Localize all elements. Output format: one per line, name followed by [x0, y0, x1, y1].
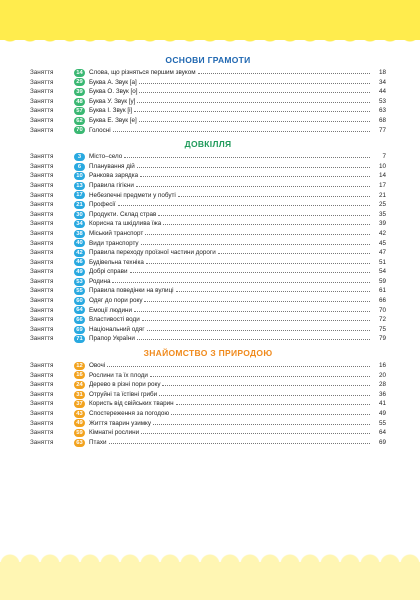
page-number: 64: [378, 429, 386, 437]
lesson-number-badge: 12: [74, 362, 85, 370]
toc-row[interactable]: [30, 162, 386, 172]
lesson-title: Прапор України: [89, 335, 135, 343]
lesson-number-badge: 53: [74, 278, 85, 286]
lesson-title: Рослини та їх плоди: [89, 371, 148, 379]
toc-row[interactable]: [30, 296, 386, 306]
dot-leader: [139, 87, 370, 93]
page-number: 21: [378, 191, 386, 199]
lesson-number-badge: 29: [74, 78, 85, 86]
toc-row[interactable]: [30, 267, 386, 277]
lesson-number-badge: 24: [74, 381, 85, 389]
lesson-title: Будівельна техніка: [89, 258, 144, 266]
page-number: 77: [378, 126, 386, 134]
top-scalloped-edge: [0, 32, 420, 50]
page-number: 61: [378, 287, 386, 295]
dot-leader: [112, 277, 370, 283]
lesson-number-badge: 59: [74, 429, 85, 437]
toc-row[interactable]: [30, 361, 386, 371]
lesson-label: Заняття: [30, 287, 54, 295]
lesson-title: Емоції людини: [89, 306, 132, 314]
page-number: 63: [378, 107, 386, 115]
lesson-title: Родина: [89, 277, 111, 285]
dot-leader: [171, 409, 370, 415]
lesson-title: Добрі справи: [89, 268, 128, 276]
lesson-label: Заняття: [30, 191, 54, 199]
toc-row[interactable]: [30, 334, 386, 344]
lesson-title: Корисна та шкідлива їжа: [89, 220, 162, 228]
toc-row[interactable]: [30, 419, 386, 429]
lesson-title: Види транспорту: [89, 239, 139, 247]
dot-leader: [178, 191, 370, 197]
dot-leader: [144, 296, 370, 302]
toc-row[interactable]: [30, 380, 386, 390]
lesson-title: Слова, що різняться першим звуком: [89, 69, 196, 76]
lesson-number-badge: 63: [74, 439, 85, 447]
lesson-number-badge: 6: [74, 163, 85, 171]
toc-row[interactable]: [30, 210, 386, 220]
lesson-number-badge: 16: [74, 371, 85, 379]
dot-leader: [162, 380, 370, 386]
page-number: 45: [378, 239, 386, 247]
lesson-title: Користь від свійських тварин: [89, 400, 174, 408]
lesson-label: Заняття: [30, 126, 54, 134]
lesson-label: Заняття: [30, 335, 54, 343]
dot-leader: [137, 162, 370, 168]
lesson-title: Буква У. Звук [у]: [89, 97, 136, 105]
toc-row[interactable]: [30, 106, 386, 116]
dot-leader: [141, 428, 370, 434]
page-number: 51: [378, 258, 386, 266]
lesson-number-badge: 55: [74, 287, 85, 295]
toc-row[interactable]: [30, 258, 386, 268]
lesson-title: Буква А. Звук [а]: [89, 78, 137, 86]
lesson-label: Заняття: [30, 78, 54, 86]
lesson-title: Ранкова зарядка: [89, 172, 139, 180]
dot-leader: [176, 286, 370, 292]
lesson-label: Заняття: [30, 419, 54, 427]
dot-leader: [139, 116, 370, 122]
dot-leader: [139, 78, 370, 84]
lesson-number-badge: 13: [74, 182, 85, 190]
page-number: 17: [378, 181, 386, 189]
lesson-title: Одяг до пори року: [89, 297, 143, 305]
lesson-label: Заняття: [30, 438, 54, 446]
lesson-title: Життя тварин узимку: [89, 419, 152, 427]
toc-row[interactable]: [30, 68, 386, 78]
toc-row[interactable]: [30, 181, 386, 191]
page-number: 36: [378, 390, 386, 398]
page-number: 18: [378, 69, 386, 76]
lesson-number-badge: 69: [74, 326, 85, 334]
page-number: 54: [378, 268, 386, 276]
lesson-number-badge: 43: [74, 410, 85, 418]
lesson-label: Заняття: [30, 107, 54, 115]
lesson-title: Буква Е. Звук [е]: [89, 116, 137, 124]
lesson-label: Заняття: [30, 97, 54, 105]
toc-row[interactable]: [30, 286, 386, 296]
page-number: 55: [378, 419, 386, 427]
toc-row[interactable]: [30, 97, 386, 107]
lesson-title: Отруйні та їстівні гриби: [89, 390, 158, 398]
table-of-contents: [30, 54, 386, 447]
page-number: 14: [378, 172, 386, 180]
lesson-label: Заняття: [30, 316, 54, 324]
lesson-number-badge: 70: [74, 126, 85, 134]
lesson-label: Заняття: [30, 229, 54, 237]
page-number: 16: [378, 362, 386, 370]
lesson-label: Заняття: [30, 162, 54, 170]
dot-leader: [109, 438, 370, 444]
toc-row[interactable]: [30, 371, 386, 381]
dot-leader: [137, 334, 370, 340]
toc-row[interactable]: [30, 409, 386, 419]
lesson-number-badge: 3: [74, 153, 85, 161]
lesson-title: Планування дій: [89, 162, 135, 170]
lesson-label: Заняття: [30, 306, 54, 314]
page-number: 53: [378, 97, 386, 105]
dot-leader: [158, 210, 370, 216]
page-number: 59: [378, 277, 386, 285]
lesson-label: Заняття: [30, 429, 54, 437]
page-number: 41: [378, 400, 386, 408]
lesson-title: Кімнатні рослини: [89, 429, 140, 437]
lesson-label: Заняття: [30, 258, 54, 266]
page-number: 47: [378, 249, 386, 257]
page-number: 69: [378, 438, 386, 446]
lesson-title: Професії: [89, 201, 116, 209]
lesson-title: Правила переходу проїзної частини дороги: [89, 249, 216, 257]
lesson-title: Дерево в різні пори року: [89, 381, 161, 389]
dot-leader: [218, 248, 370, 254]
lesson-number-badge: 66: [74, 316, 85, 324]
page-number: 39: [378, 220, 386, 228]
lesson-number-badge: 71: [74, 335, 85, 343]
dot-leader: [134, 306, 370, 312]
dot-leader: [140, 171, 370, 177]
toc-row[interactable]: [30, 229, 386, 239]
section-title: ЗНАЙОМСТВО З ПРИРОДОЮ: [143, 348, 273, 359]
lesson-number-badge: 31: [74, 391, 85, 399]
dot-leader: [118, 200, 370, 206]
lesson-number-badge: 37: [74, 400, 85, 408]
dot-leader: [163, 219, 370, 225]
lesson-label: Заняття: [30, 410, 54, 417]
dot-leader: [136, 181, 370, 187]
lesson-label: Заняття: [30, 249, 54, 257]
toc-row[interactable]: [30, 315, 386, 325]
page-number: 28: [378, 381, 386, 389]
lesson-label: Заняття: [30, 220, 54, 228]
lesson-label: Заняття: [30, 325, 54, 333]
dot-leader: [124, 152, 370, 158]
lesson-title: Буква О. Звук [о]: [89, 88, 138, 96]
toc-row[interactable]: [30, 219, 386, 229]
dot-leader: [159, 390, 370, 396]
page-number: 42: [378, 229, 386, 237]
lesson-number-badge: 39: [74, 88, 85, 96]
lesson-number-badge: 64: [74, 306, 85, 314]
lesson-title: Міський транспорт: [89, 229, 144, 237]
toc-row[interactable]: [30, 171, 386, 181]
lesson-number-badge: 48: [74, 98, 85, 106]
page-number: 49: [378, 410, 386, 417]
lesson-label: Заняття: [30, 172, 54, 180]
lesson-label: Заняття: [30, 201, 54, 209]
page-number: 70: [378, 306, 386, 314]
dot-leader: [145, 229, 370, 235]
toc-row[interactable]: [30, 306, 386, 316]
section-title: ДОВКІЛЛЯ: [184, 139, 232, 150]
lesson-number-badge: 57: [74, 107, 85, 115]
lesson-label: Заняття: [30, 390, 54, 398]
page-number: 10: [378, 162, 386, 170]
page-number: 35: [378, 210, 386, 218]
lesson-number-badge: 14: [74, 69, 85, 77]
toc-row[interactable]: [30, 325, 386, 335]
lesson-label: Заняття: [30, 362, 54, 370]
dot-leader: [142, 315, 370, 321]
lesson-label: Заняття: [30, 371, 54, 379]
lesson-number-badge: 62: [74, 117, 85, 125]
lesson-title: Продукти. Склад страв: [89, 210, 157, 218]
lesson-label: Заняття: [30, 181, 54, 189]
lesson-number-badge: 42: [74, 249, 85, 257]
lesson-label: Заняття: [30, 88, 54, 96]
dot-leader: [150, 371, 370, 377]
lesson-title: Правила гігієни: [89, 181, 134, 189]
lesson-label: Заняття: [30, 381, 54, 389]
page-number: 79: [378, 335, 386, 343]
dot-leader: [153, 419, 370, 425]
section-title: ОСНОВИ ГРАМОТИ: [165, 55, 251, 65]
lesson-label: Заняття: [30, 116, 54, 124]
page-number: 7: [382, 153, 386, 161]
lesson-number-badge: 49: [74, 268, 85, 276]
page-number: 44: [378, 88, 386, 96]
toc-row[interactable]: [30, 200, 386, 210]
dot-leader: [113, 126, 370, 132]
dot-leader: [130, 267, 370, 273]
lesson-number-badge: 21: [74, 201, 85, 209]
toc-row[interactable]: [30, 87, 386, 97]
lesson-title: Небезпечні предмети у побуті: [89, 191, 176, 199]
toc-row[interactable]: [30, 191, 386, 201]
lesson-number-badge: 60: [74, 297, 85, 305]
lesson-title: Властивості води: [89, 316, 140, 324]
page-number: 25: [378, 201, 386, 209]
bottom-decorative-band: [0, 562, 420, 600]
lesson-number-badge: 40: [74, 239, 85, 247]
lesson-label: Заняття: [30, 210, 54, 218]
dot-leader: [198, 68, 370, 74]
toc-row[interactable]: [30, 239, 386, 249]
lesson-label: Заняття: [30, 400, 54, 408]
lesson-number-badge: 49: [74, 419, 85, 427]
toc-row[interactable]: [30, 390, 386, 400]
lesson-title: Голосні: [89, 126, 111, 134]
lesson-number-badge: 46: [74, 258, 85, 266]
toc-row[interactable]: [30, 126, 386, 136]
toc-row[interactable]: [30, 438, 386, 448]
lesson-number-badge: 10: [74, 172, 85, 180]
lesson-label: Заняття: [30, 153, 54, 161]
page-number: 68: [378, 116, 386, 124]
lesson-title: Буква І. Звук [і]: [89, 107, 133, 115]
lesson-title: Птахи: [89, 438, 107, 446]
page-number: 75: [378, 325, 386, 333]
lesson-label: Заняття: [30, 277, 54, 285]
dot-leader: [107, 361, 370, 367]
toc-row[interactable]: [30, 116, 386, 126]
lesson-number-badge: 38: [74, 230, 85, 238]
lesson-number-badge: 17: [74, 191, 85, 199]
dot-leader: [147, 325, 371, 331]
toc-row[interactable]: [30, 428, 386, 438]
lesson-title: Національний одяг: [89, 325, 145, 333]
lesson-label: Заняття: [30, 239, 54, 247]
lesson-number-badge: 30: [74, 211, 85, 219]
toc-row[interactable]: [30, 248, 386, 258]
dot-leader: [146, 258, 370, 264]
toc-row[interactable]: [30, 78, 386, 88]
page-number: 72: [378, 316, 386, 324]
page-number: 66: [378, 297, 386, 305]
toc-row[interactable]: [30, 152, 386, 162]
lesson-title: Місто–село: [89, 153, 123, 161]
lesson-label: Заняття: [30, 69, 54, 76]
page-number: 34: [378, 78, 386, 86]
lesson-title: Спостереження за погодою: [89, 410, 170, 417]
lesson-label: Заняття: [30, 297, 54, 305]
lesson-number-badge: 34: [74, 220, 85, 228]
lesson-label: Заняття: [30, 268, 54, 276]
dot-leader: [176, 399, 370, 405]
dot-leader: [141, 239, 370, 245]
toc-row[interactable]: [30, 399, 386, 409]
dot-leader: [137, 97, 370, 103]
page-number: 20: [378, 371, 386, 379]
lesson-title: Правила поведінки на вулиці: [89, 287, 174, 295]
dot-leader: [134, 106, 370, 112]
toc-row[interactable]: [30, 277, 386, 287]
lesson-title: Овочі: [89, 362, 106, 370]
